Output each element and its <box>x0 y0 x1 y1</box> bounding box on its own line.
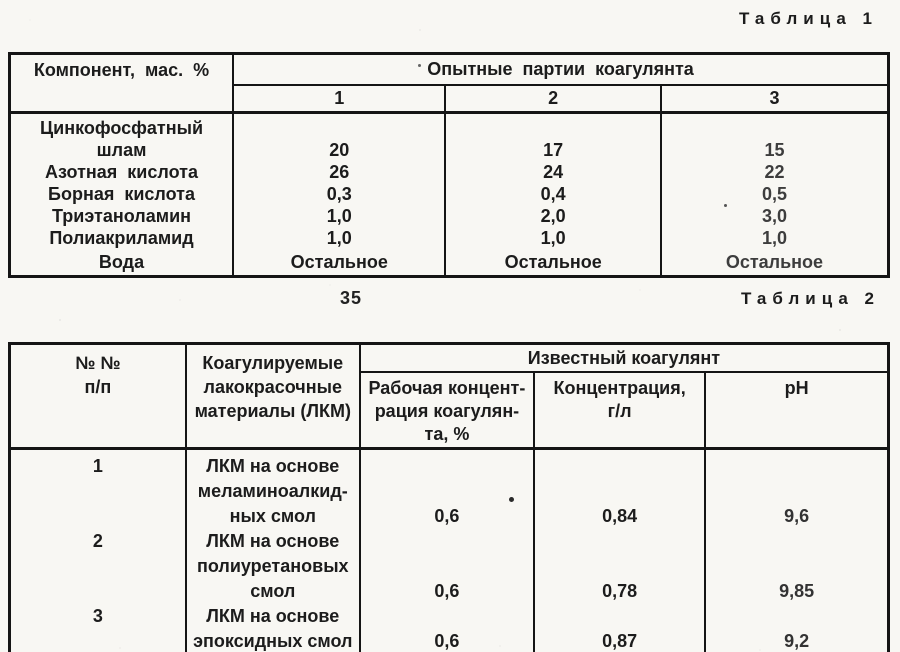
table1-component-cell: Цинкофосфатный <box>10 113 234 140</box>
table2-work-cell <box>360 449 534 480</box>
table2-num-cell <box>10 579 186 604</box>
table2-lkm-cell: ЛКМ на основе <box>186 529 360 554</box>
table2-num-cell <box>10 504 186 529</box>
table2-conc-cell <box>534 479 705 504</box>
table1-row <box>10 139 889 161</box>
table1-caption: Таблица 1 <box>738 9 878 28</box>
table2-header-known-group: Известный коагулянт <box>360 344 889 373</box>
table2-conc-cell <box>534 554 705 579</box>
table2-lkm-cell: меламиноалкид- <box>186 479 360 504</box>
table2-num-cell: 3 <box>10 604 186 629</box>
table2-header-lkm <box>186 344 360 449</box>
table2-conc-cell <box>534 529 705 554</box>
table1-header-group: Опытные партии коагулянта <box>233 54 888 85</box>
table2-num-cell: 2 <box>10 529 186 554</box>
table1-row <box>10 205 889 227</box>
table2-row <box>10 604 889 629</box>
table1-component-cell: Полиакриламид <box>10 227 234 249</box>
table2-ph-cell: 9,85 <box>779 581 815 601</box>
table2-ph-cell <box>705 604 888 629</box>
table1-value-cell: 0,5 <box>761 183 787 204</box>
table2-header-work-conc <box>360 372 534 449</box>
table1-value-cell: Остальное <box>290 251 388 272</box>
table2-num-cell <box>10 629 186 652</box>
table2-row <box>10 629 889 652</box>
table1-value-cell: 3,0 <box>761 205 787 226</box>
table1-value-cell: 17 <box>445 139 660 161</box>
table2-header-lkm-line2: лакокрасочные <box>203 377 343 397</box>
table2-header-work-conc-line3: та, % <box>424 424 470 444</box>
table2-work-cell <box>360 479 534 504</box>
table1-component-cell: шлам <box>10 139 234 161</box>
table2-conc-cell <box>534 604 705 629</box>
scan-speck <box>724 204 727 207</box>
table1-value-cell: 1,0 <box>761 227 787 248</box>
scan-speck <box>418 64 421 67</box>
table2-conc-cell <box>534 449 705 480</box>
table1-value-cell: 26 <box>329 161 350 182</box>
table1-row <box>10 113 889 140</box>
table1-value-cell: 15 <box>764 139 785 160</box>
table1-value-cell: 1,0 <box>326 205 352 226</box>
table2-row <box>10 554 889 579</box>
table2-header-ph: pH <box>705 372 888 449</box>
table2-work-cell <box>360 529 534 554</box>
table1-header-batch-2: 2 <box>445 85 660 113</box>
table2-header-lkm-line1: Коагулируемые <box>202 353 344 373</box>
table1-value-cell: Остальное <box>725 251 824 272</box>
table1-header-batch-3: 3 <box>661 85 889 113</box>
table2-work-cell: 0,6 <box>360 629 534 652</box>
table2-ph-cell <box>705 479 888 504</box>
table2-header-conc-line2: г/л <box>607 401 632 421</box>
table2-lkm-cell: смол <box>186 579 360 604</box>
table1-row <box>10 183 889 205</box>
table2-ph-cell <box>705 554 888 579</box>
table2-conc-cell: 0,78 <box>534 579 705 604</box>
table2-conc-cell: 0,87 <box>534 629 705 652</box>
scan-speck <box>509 497 514 502</box>
table2-num-cell: 1 <box>10 449 186 480</box>
table2-known-coagulant <box>8 342 890 652</box>
table2-conc-cell: 0,84 <box>534 504 705 529</box>
table1-value-cell <box>661 113 889 140</box>
table1-component-cell: Борная кислота <box>10 183 234 205</box>
table2-ph-cell: 9,6 <box>784 506 810 526</box>
table2-header-num-line2: п/п <box>84 377 112 397</box>
table1-value-cell <box>233 113 445 140</box>
table2-row <box>10 529 889 554</box>
table2-row <box>10 504 889 529</box>
table1-value-cell: 1,0 <box>445 227 660 249</box>
table2-header-work-conc-line2: рация коагулян- <box>374 401 520 421</box>
table1-row <box>10 249 889 277</box>
table1-value-cell: 2,0 <box>445 205 660 227</box>
table2-lkm-cell: ЛКМ на основе <box>186 449 360 480</box>
table2-lkm-cell: ЛКМ на основе <box>186 604 360 629</box>
table1-value-cell: 0,3 <box>326 183 352 204</box>
table1-header-row-group <box>10 54 889 85</box>
table2-ph-cell <box>705 449 888 480</box>
table1-component-cell: Триэтаноламин <box>10 205 234 227</box>
table2-row <box>10 579 889 604</box>
table2-header-row-group <box>10 344 889 373</box>
table1-header-batch-1: 1 <box>233 85 445 113</box>
table2-header-lkm-line3: материалы (ЛКМ) <box>194 401 351 421</box>
table1-value-cell: 24 <box>445 161 660 183</box>
table2-header-conc <box>534 372 705 449</box>
page-number: 35 <box>340 288 363 308</box>
table1-value-cell: 1,0 <box>326 227 352 248</box>
table1-value-cell: 20 <box>329 139 350 160</box>
table2-header-num <box>10 344 186 449</box>
table1-value-cell: 0,4 <box>445 183 660 205</box>
table2-lkm-cell: полиуретановых <box>186 554 360 579</box>
table2-header-conc-line1: Концентрация, <box>553 378 686 398</box>
table1-value-cell <box>445 113 660 140</box>
table2-lkm-cell: ных смол <box>186 504 360 529</box>
table2-num-cell <box>10 479 186 504</box>
table2-row <box>10 449 889 480</box>
table2-work-cell: 0,6 <box>360 504 534 529</box>
table1-header-component: Компонент, мас. % <box>10 54 234 113</box>
table2-header-work-conc-line1: Рабочая концент- <box>368 378 526 398</box>
table1-coagulant-batches <box>8 52 890 278</box>
table1-value-cell: 22 <box>764 161 785 182</box>
table2-ph-cell: 9,2 <box>784 631 810 651</box>
table2-row <box>10 479 889 504</box>
table2-num-cell <box>10 554 186 579</box>
table1-component-cell: Азотная кислота <box>10 161 234 183</box>
table1-value-cell: Остальное <box>445 249 660 277</box>
table1-component-cell: Вода <box>10 249 234 277</box>
table2-work-cell: 0,6 <box>360 579 534 604</box>
table1-row <box>10 227 889 249</box>
table2-lkm-cell: эпоксидных смол <box>186 629 360 652</box>
table2-work-cell <box>360 604 534 629</box>
table2-caption: Таблица 2 <box>740 289 880 308</box>
table2-work-cell <box>360 554 534 579</box>
table1-row <box>10 161 889 183</box>
table2-header-num-line1: № № <box>75 353 121 373</box>
table2-ph-cell <box>705 529 888 554</box>
